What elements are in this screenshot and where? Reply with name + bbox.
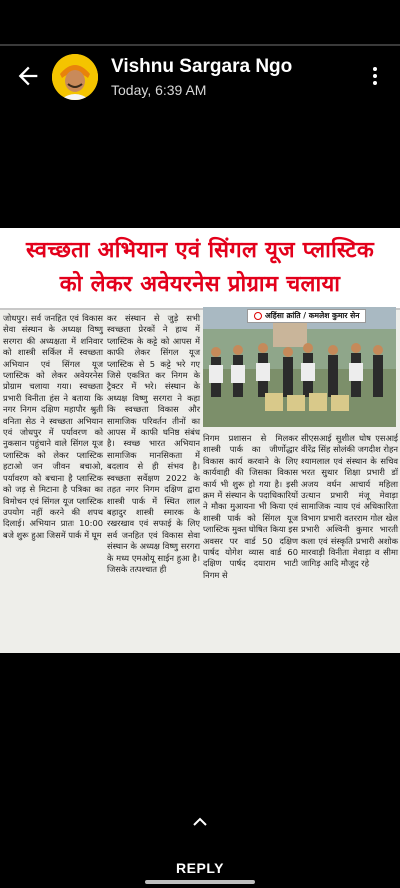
status-divider xyxy=(0,44,400,46)
article-column-4 xyxy=(301,433,398,570)
photo-illustration xyxy=(203,307,396,427)
article-column-1 xyxy=(3,313,103,541)
photo-credit: अहिंसा क्रांति / कमलेश कुमार सेन xyxy=(247,309,366,323)
headline xyxy=(0,228,400,308)
column-text: जोधपुर। सर्व जनहित एवं विकास सेवा संस्थान के अध्यक्ष विष्णु सरगरा की अध्यक्षता में शनिवार को शास्त्री सर्किल में स्वच्छता अभियान एवं सिंगल यूज प्लास्टिक को लेकर अवेयरनेस प्रोग्राम चलाया गया। स्वच्छता प्रभारी विनीता हंस ने बताया कि नगर निगम दक्षिण महापौर श्रुती वनिता सेठ ने स्वच्छता अभियान एवं जोधपुर में पर्यावरण को नुकसान पहुंचाने वाले सिंगल यूज प्लास्टिक को लेकर प्लास्टिक हटाओ जन जीवन बचाओ, पर्यावरण को बचाना है प्लास्टिक को जड़ से मिटाना है पत्रिका का विमोचन एवं सिंगल यूज प्लास्टिक उपयोग नहीं करने की शपथ दिलाई। अभियान प्रातः 10:00 बजे शुरू हुआ जिसमें पार्क में घूम xyxy=(3,313,103,540)
reply-area[interactable] xyxy=(0,808,400,888)
article-column-2 xyxy=(107,313,200,575)
column-text: निगम प्रशासन से मिलकर शास्त्री पार्क का जीर्णोद्धार विकास कार्य करवाने के लिए कार्यवाही की जिसका विकास कार्य भी शुरू हो गया है। इसी क्रम में संस्थान के पदाधिकारियों ने मौका मुआयना भी किया एवं शास्त्री पार्क को सिंगल यूज प्लास्टिक मुक्त घोषित किया इस अवसर पर वार्ड 50 दक्षिण पार्षद योगेश व्यास वार्ड 60 दक्षिण पार्षद दयाराम भाटी निगम से xyxy=(203,433,298,580)
home-indicator xyxy=(145,880,255,884)
column-text: सीएसआई सुशील घोष एसआई वीरेंद्र सिंह सोलंकी जगदीश रोहन श्यामलाल एवं संस्थान के सचिव भरत सुथार शिक्षा प्रभारी डॉ अजय वर्धन आचार्य महिला उत्थान प्रभारी मंजू मेवाड़ा सामाजिक न्याय एवं अधिकारिता विभाग प्रभारी वतरराम गोल खेल प्रभारी अश्विनी कुमार भारती कला एवं संस्कृति प्रभारी अशोक मारवाड़ी विनीता मेवाड़ा व सीमा जागिड़ आदि मौजूद रहे xyxy=(301,433,398,569)
avatar[interactable] xyxy=(52,54,98,100)
viewer-header xyxy=(0,48,400,106)
contact-name: Vishnu Sargara Ngo xyxy=(111,56,293,77)
headline-line-1: स्वच्छता अभियान एवं सिंगल यूज प्लास्टिक xyxy=(25,238,375,263)
newspaper-clipping xyxy=(0,228,400,653)
news-photo xyxy=(203,307,396,427)
more-vertical-icon[interactable] xyxy=(366,64,384,92)
arrow-left-icon[interactable] xyxy=(14,62,42,90)
column-text: कर संस्थान से जुड़े सभी स्वच्छता प्रेरकों ने हाथ में प्लास्टिक के कट्टे को आपस में काफी लेकर सिंगल यूज प्लास्टिक से 5 कट्टे भरे गए जिसे एकत्रित कर निगम के ट्रैक्टर में भरे। संस्थान के अध्यक्ष विष्णु सरगरा ने कहा कि स्वच्छता विकास और सामाजिक परिवर्तन तीनों का आपस में काफी घनिष्ठ संबंध है। स्वच्छ भारत अभियान सामाजिक मानसिकता में बदलाव से ही संभव है। स्वच्छता सर्वेक्षण 2022 के तहत नगर निगम दक्षिण द्वारा शास्त्री पार्क में स्थित लाल बहादुर शास्त्री स्मारक के रखरखाव एवं सफाई के लिए सर्व जनहित एवं विकास सेवा संस्थान के अध्यक्ष विष्णु सरगरा के मध्य एमओयू साईन हुआ है। जिसके तत्पश्चात ही xyxy=(107,313,200,574)
timestamp: Today, 6:39 AM xyxy=(111,82,207,98)
headline-line-2: को लेकर अवेयरनेस प्रोग्राम चलाया xyxy=(59,272,341,297)
chevron-up-icon[interactable] xyxy=(193,816,207,826)
reply-button[interactable]: REPLY xyxy=(176,860,224,876)
article-column-3 xyxy=(203,433,298,581)
